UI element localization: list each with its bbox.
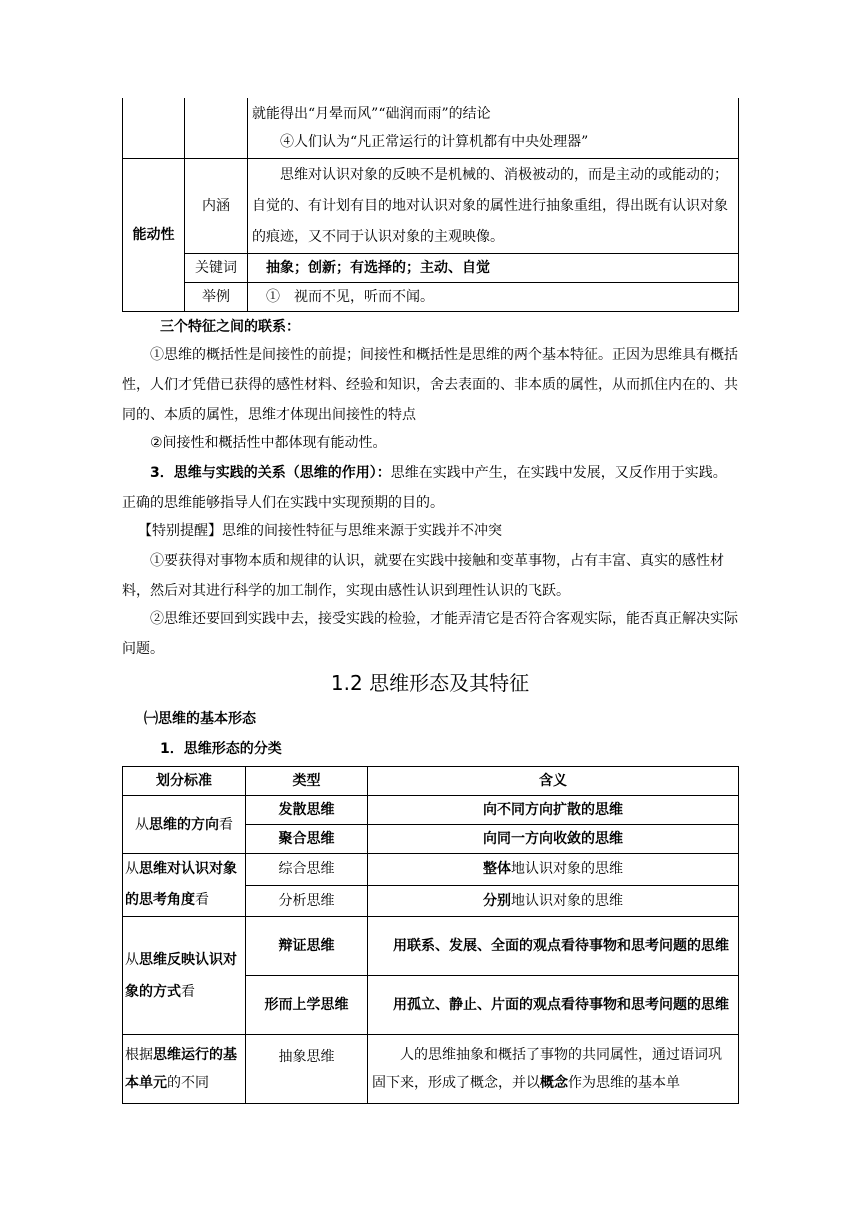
table-row bbox=[123, 283, 739, 312]
meaning-analytic: 分别地认识对象的思维 bbox=[368, 885, 739, 917]
type-metaphysical: 形而上学思维 bbox=[246, 976, 368, 1035]
tip-paragraph-1: ①要获得对事物本质和规律的认识，就要在实践中接触和变革事物，占有丰富、真实的感性材料，然后对其进行科学的加工制作，实现由感性认识到理性认识的飞跃。 bbox=[122, 553, 724, 599]
standard-direction: 从思维的方向看 bbox=[123, 796, 246, 854]
type-synthetic: 综合思维 bbox=[246, 854, 368, 886]
relation-heading: 三个特征之间的联系： bbox=[160, 319, 300, 335]
continuation-line-2: ④人们认为“凡正常运行的计算机都有中央处理器” bbox=[280, 134, 589, 150]
keyword-text: 抽象；创新；有选择的；主动、自觉 bbox=[248, 254, 739, 283]
type-abstract: 抽象思维 bbox=[246, 1035, 368, 1104]
table-header-row bbox=[123, 767, 739, 796]
tip-paragraph-2: ②思维还要回到实践中去，接受实践的检验，才能弄清它是否符合客观实际，能否真正解决实际问题。 bbox=[122, 611, 738, 657]
section3-heading: 3．思维与实践的关系（思维的作用）： bbox=[150, 465, 391, 481]
type-convergent: 聚合思维 bbox=[246, 825, 368, 854]
table-row bbox=[123, 854, 739, 886]
standard-method: 从思维反映认识对象的方式看 bbox=[123, 917, 246, 1035]
table-row bbox=[123, 254, 739, 283]
nengdong-label: 能动性 bbox=[123, 159, 185, 312]
type-analytic: 分析思维 bbox=[246, 885, 368, 917]
table-row bbox=[123, 796, 739, 825]
table-row bbox=[123, 917, 739, 976]
standard-angle: 从思维对认识对象的思考角度看 bbox=[123, 854, 246, 917]
table-row bbox=[123, 1035, 739, 1104]
continuation-line-1: 就能得出“月晕而风”“础润而雨”的结论 bbox=[252, 106, 491, 122]
neihan-label: 内涵 bbox=[185, 159, 248, 254]
meaning-divergent: 向不同方向扩散的思维 bbox=[368, 796, 739, 825]
tip-paragraph bbox=[122, 516, 738, 546]
relation-paragraph-2: ②间接性和概括性中都体现有能动性。 bbox=[150, 435, 387, 451]
type-dialectical: 辩证思维 bbox=[246, 917, 368, 976]
thinking-forms-table bbox=[122, 766, 739, 1104]
table-row bbox=[123, 159, 739, 254]
meaning-synthetic: 整体地认识对象的思维 bbox=[368, 854, 739, 886]
type-divergent: 发散思维 bbox=[246, 796, 368, 825]
header-meaning: 含义 bbox=[368, 767, 739, 796]
header-type: 类型 bbox=[246, 767, 368, 796]
meaning-metaphysical: 用孤立、静止、片面的观点看待事物和思考问题的思维 bbox=[368, 976, 739, 1035]
standard-unit: 根据思维运行的基本单元的不同 bbox=[123, 1035, 246, 1104]
section-title: 1.2 思维形态及其特征 bbox=[330, 671, 530, 695]
subheading-basic-forms: ㈠思维的基本形态 bbox=[144, 711, 256, 727]
meaning-abstract: 人的思维抽象和概括了事物的共同属性，通过语词巩固下来，形成了概念，并以概念作为思维的基本单 bbox=[368, 1035, 739, 1104]
keyword-label: 关键词 bbox=[185, 254, 248, 283]
header-standard: 划分标准 bbox=[123, 767, 246, 796]
tip-label: 【特别提醒】 bbox=[138, 523, 222, 539]
subheading-classification: 1．思维形态的分类 bbox=[160, 741, 282, 757]
neihan-text: 思维对认识对象的反映不是机械的、消极被动的，而是主动的或能动的；自觉的、有计划有目的地对认识对象的属性进行抽象重组，得出既有认识对象的痕迹，又不同于认识对象的主观映像。 bbox=[248, 159, 739, 254]
section3-paragraph bbox=[122, 458, 738, 518]
characteristics-table bbox=[122, 98, 739, 312]
tip-text: 思维的间接性特征与思维来源于实践并不冲突 bbox=[222, 523, 502, 539]
example-text: ① 视而不见，听而不闻。 bbox=[248, 283, 739, 312]
relation-paragraph-1: ①思维的概括性是间接性的前提；间接性和概括性是思维的两个基本特征。正因为思维具有概括性，人们才凭借已获得的感性材料、经验和知识，舍去表面的、非本质的属性，从而抓住内在的、共同的、本质的属性，思维才体现出间接性的特点 bbox=[122, 347, 738, 423]
meaning-dialectical: 用联系、发展、全面的观点看待事物和思考问题的思维 bbox=[368, 917, 739, 976]
example-label: 举例 bbox=[185, 283, 248, 312]
table-row bbox=[123, 98, 739, 159]
meaning-convergent: 向同一方向收敛的思维 bbox=[368, 825, 739, 854]
section3-text: 思维在实践中产生，在实践中发展，又反作用于实践。正确的思维能够指导人们在实践中实现预期的目的。 bbox=[122, 465, 727, 511]
